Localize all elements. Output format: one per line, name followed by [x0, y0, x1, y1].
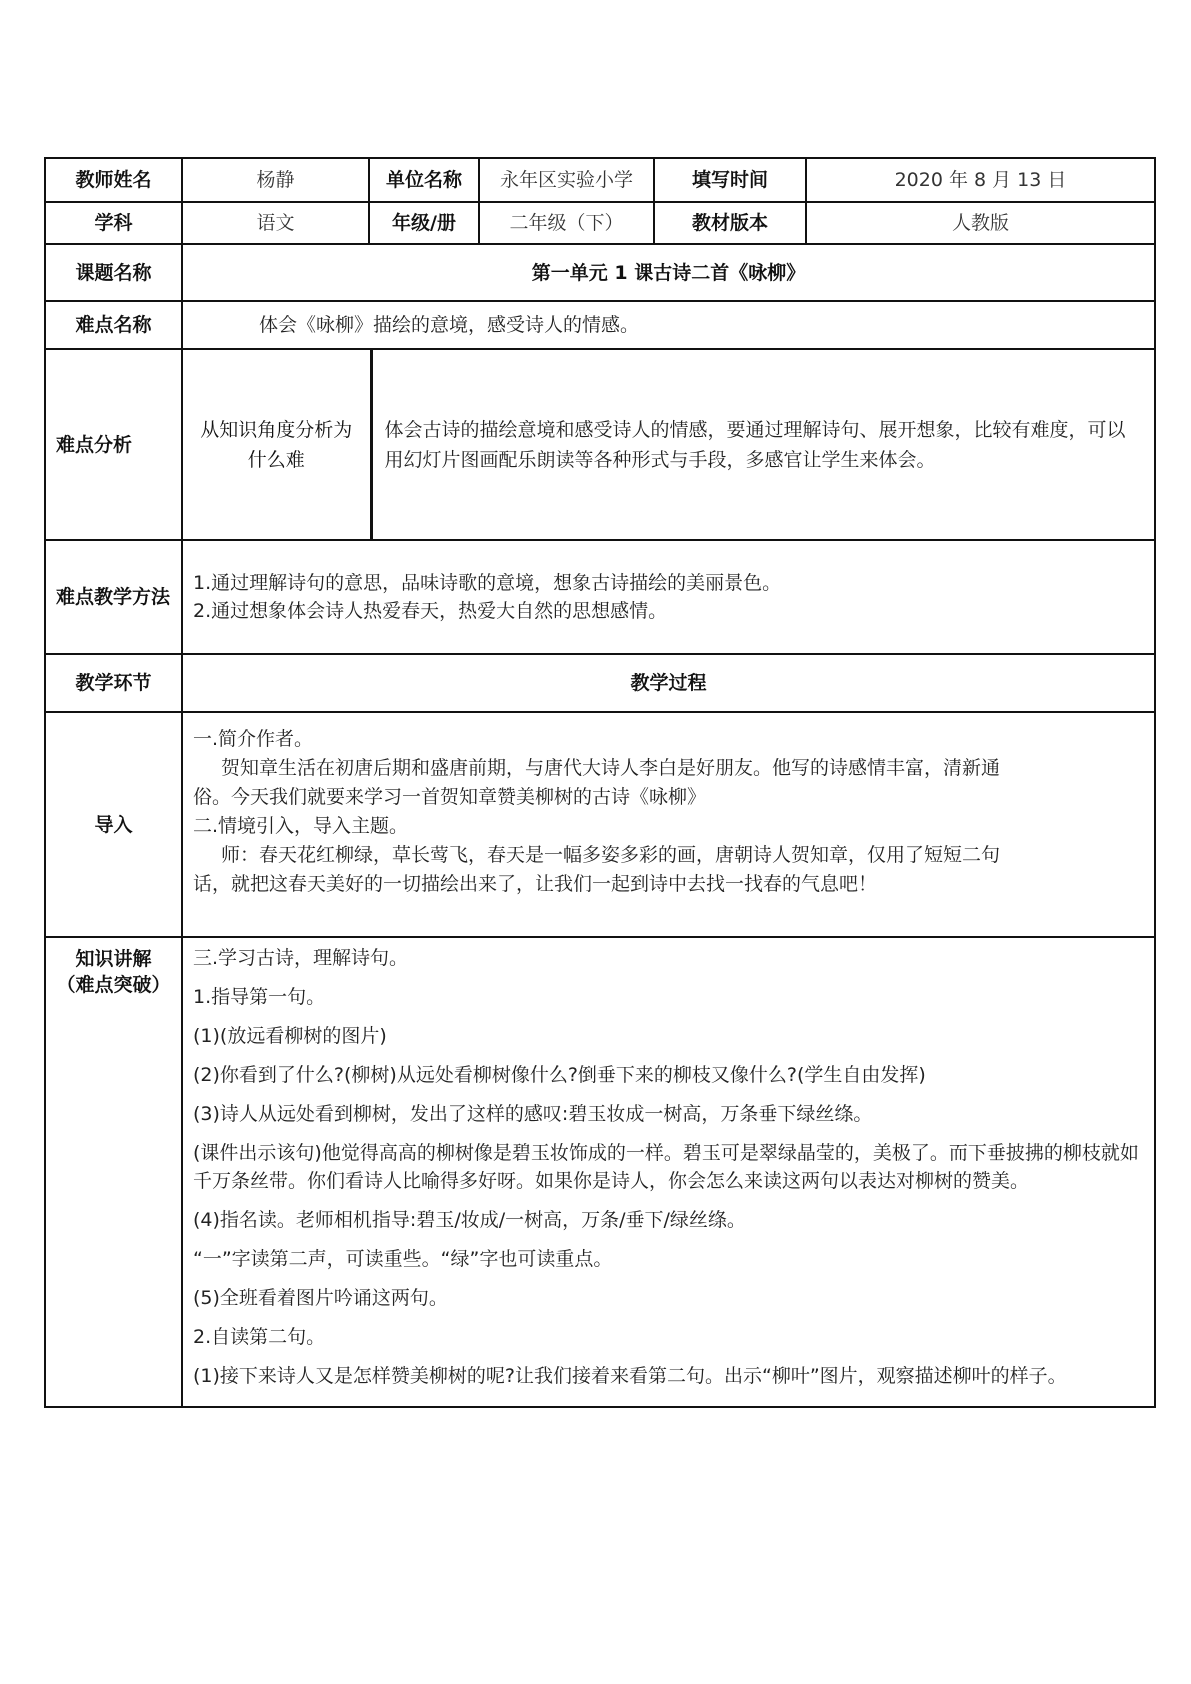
topic-label: 课题名称	[45, 244, 182, 301]
edition-label: 教材版本	[654, 202, 806, 244]
intro-line: 师：春天花红柳绿，草长莺飞，春天是一幅多姿多彩的画，唐朝诗人贺知章，仅用了短短二句	[221, 844, 1001, 866]
intro-row	[45, 712, 1155, 937]
knowledge-line: (1)接下来诗人又是怎样赞美柳树的呢?让我们接着来看第二句。出示“柳叶”图片，观察描述柳叶的样子。	[193, 1365, 1067, 1387]
difficulty-value: 体会《咏柳》描绘的意境，感受诗人的情感。	[182, 301, 1155, 349]
header-row-1	[45, 158, 1155, 202]
process-header-row	[45, 654, 1155, 712]
teacher-label: 教师姓名	[45, 158, 182, 202]
intro-line: 一.简介作者。	[193, 728, 314, 750]
knowledge-line: “一”字读第二声，可读重些。“绿”字也可读重点。	[193, 1248, 613, 1270]
knowledge-line: 1.指导第一句。	[193, 986, 326, 1008]
knowledge-row	[45, 937, 1155, 1407]
knowledge-label-cell	[45, 937, 182, 1407]
knowledge-line: (1)(放远看柳树的图片)	[193, 1025, 387, 1047]
grade-label: 年级/册	[369, 202, 479, 244]
subject-label: 学科	[45, 202, 182, 244]
subject-value: 语文	[182, 202, 369, 244]
method-row	[45, 540, 1155, 654]
edition-value: 人教版	[806, 202, 1155, 244]
knowledge-line: (2)你看到了什么?(柳树)从远处看柳树像什么?倒垂下来的柳枝又像什么?(学生自由发挥)	[193, 1064, 926, 1086]
knowledge-line: (3)诗人从远处看到柳树，发出了这样的感叹:碧玉妆成一树高，万条垂下绿丝绦。	[193, 1103, 873, 1125]
process-label: 教学过程	[182, 654, 1155, 712]
intro-label: 导入	[45, 712, 182, 937]
topic-value: 第一单元 1 课古诗二首《咏柳》	[182, 244, 1155, 301]
teacher-name: 杨静	[182, 158, 369, 202]
knowledge-label-sub: （难点突破）	[56, 974, 171, 996]
knowledge-line: (5)全班看着图片吟诵这两句。	[193, 1287, 448, 1309]
knowledge-text	[182, 937, 1155, 1407]
knowledge-line: (课件出示该句)他觉得高高的柳树像是碧玉妆饰成的一样。碧玉可是翠绿晶莹的，美极了。而下垂披拂的柳枝就如千万条丝带。你们看诗人比喻得多好呀。如果你是诗人，你会怎么来读这两句以表达对柳树的赞美。	[193, 1142, 1139, 1192]
knowledge-line: (4)指名读。老师相机指导:碧玉/妆成/一树高，万条/垂下/绿丝绦。	[193, 1209, 746, 1231]
fill-date: 2020 年 8 月 13 日	[806, 158, 1155, 202]
intro-line: 二.情境引入，导入主题。	[193, 815, 409, 837]
lesson-plan-table	[44, 157, 1156, 1408]
header-row-2	[45, 202, 1155, 244]
method-line: 2.通过想象体会诗人热爱春天，热爱大自然的思想感情。	[193, 600, 668, 622]
intro-line: 话，就把这春天美好的一切描绘出来了，让我们一起到诗中去找一找春的气息吧！	[193, 873, 878, 895]
unit-label: 单位名称	[369, 158, 479, 202]
analysis-cell	[182, 349, 1155, 540]
analysis-row	[45, 349, 1155, 540]
intro-line: 贺知章生活在初唐后期和盛唐前期，与唐代大诗人李白是好朋友。他写的诗感情丰富，清新通	[221, 757, 1001, 779]
difficulty-row	[45, 301, 1155, 349]
date-label: 填写时间	[654, 158, 806, 202]
knowledge-label: 知识讲解	[75, 948, 152, 970]
topic-row	[45, 244, 1155, 301]
unit-name: 永年区实验小学	[479, 158, 654, 202]
grade-value: 二年级（下）	[479, 202, 654, 244]
analysis-text: 体会古诗的描绘意境和感受诗人的情感，要通过理解诗句、展开想象，比较有难度，可以用幻灯片图画配乐朗读等各种形式与手段，多感官让学生来体会。	[371, 350, 1154, 539]
analysis-label: 难点分析	[45, 349, 182, 540]
knowledge-line: 2.自读第二句。	[193, 1326, 326, 1348]
intro-text	[182, 712, 1155, 937]
method-line: 1.通过理解诗句的意思，品味诗歌的意境，想象古诗描绘的美丽景色。	[193, 572, 782, 594]
process-stage-label: 教学环节	[45, 654, 182, 712]
difficulty-label: 难点名称	[45, 301, 182, 349]
analysis-inner-table	[183, 350, 1154, 539]
knowledge-line: 三.学习古诗，理解诗句。	[193, 947, 409, 969]
method-label: 难点教学方法	[45, 540, 182, 654]
analysis-sub-label: 从知识角度分析为什么难	[200, 418, 353, 471]
method-text	[182, 540, 1155, 654]
intro-line: 俗。今天我们就要来学习一首贺知章赞美柳树的古诗《咏柳》	[193, 786, 707, 808]
